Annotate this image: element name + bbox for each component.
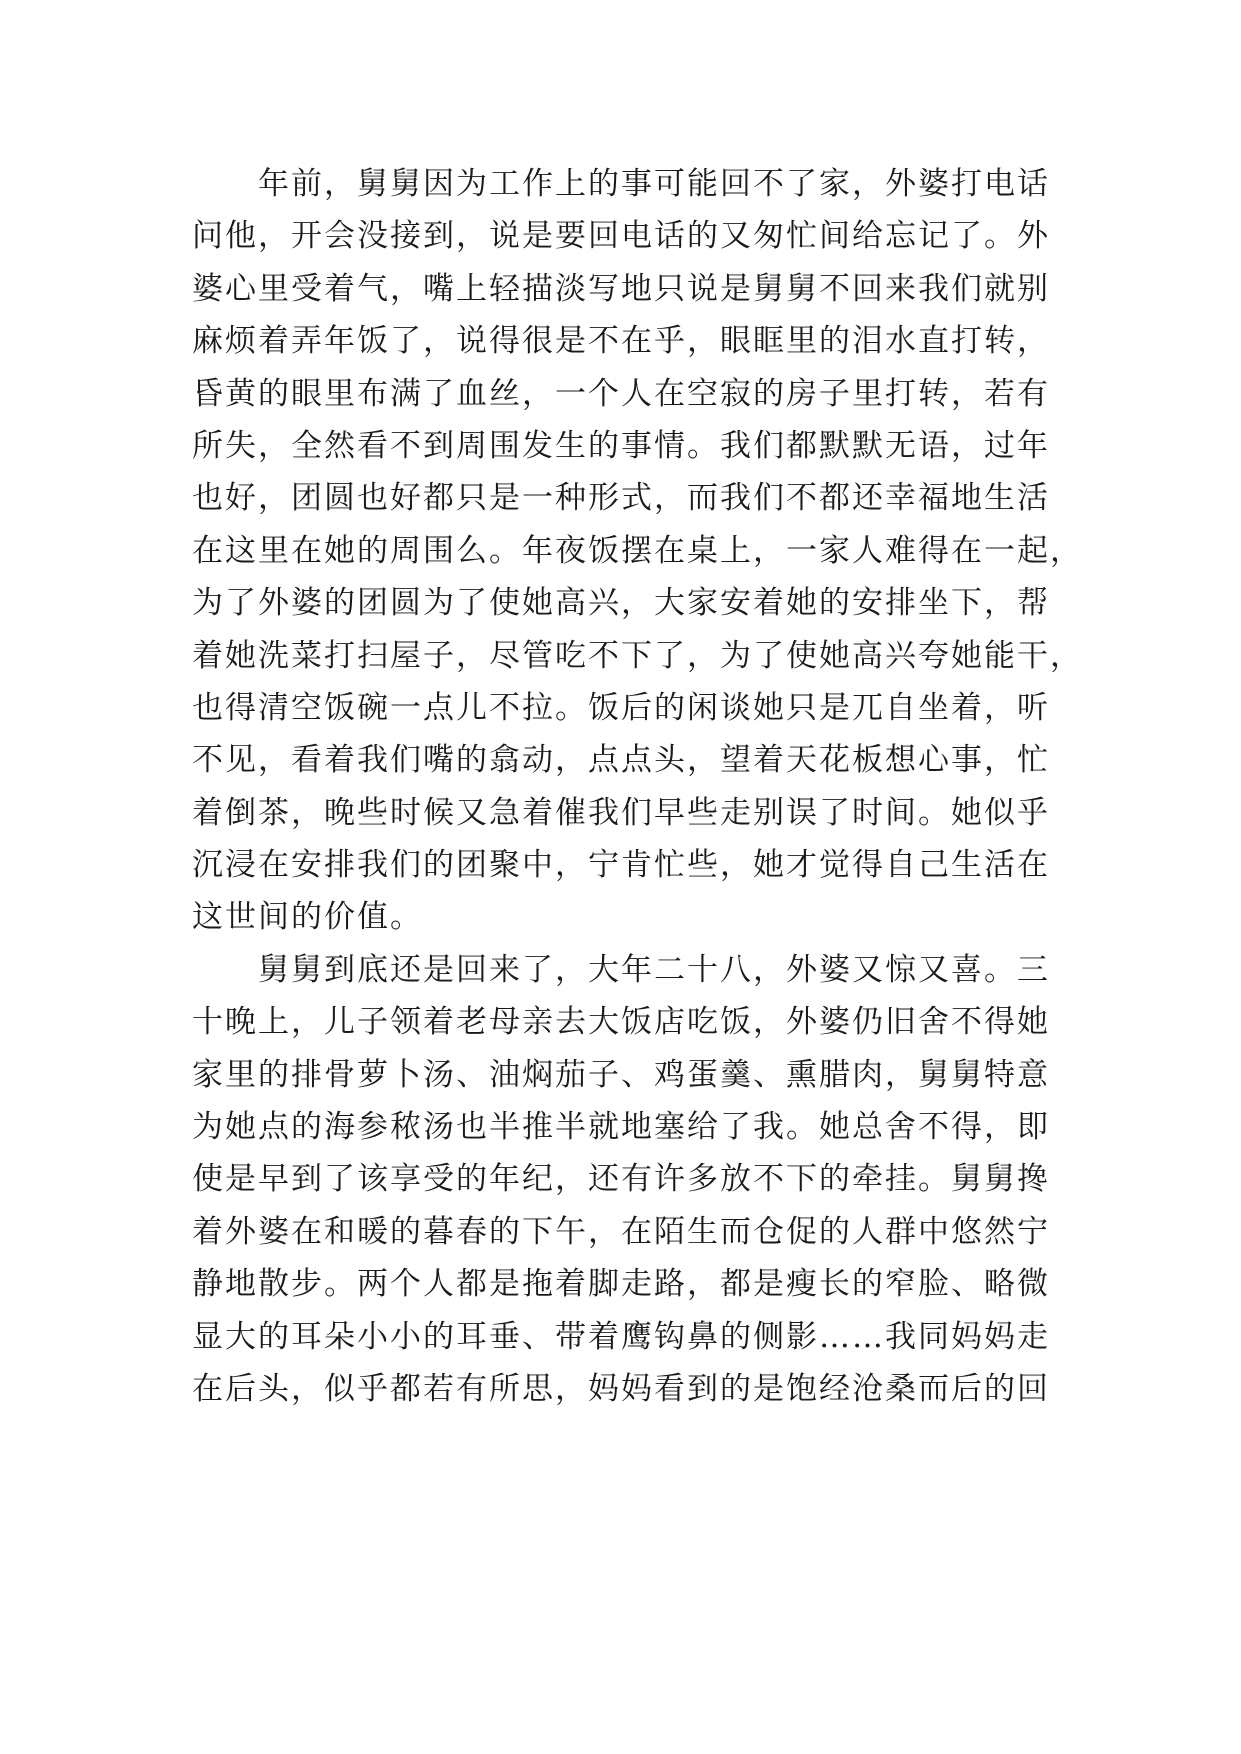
text-line: 静地散步。两个人都是拖着脚走路，都是瘦长的窄脸、略微 bbox=[192, 1266, 1050, 1303]
text-line: 为了外婆的团圆为了使她高兴，大家安着她的安排坐下，帮 bbox=[192, 585, 1050, 622]
text-line: 沉浸在安排我们的团聚中，宁肯忙些，她才觉得自己生活在 bbox=[192, 847, 1050, 884]
text-line: 舅舅到底还是回来了，大年二十八，外婆又惊又喜。三 bbox=[258, 951, 1050, 988]
text-line: 不见，看着我们嘴的翕动，点点头，望着天花板想心事，忙 bbox=[192, 742, 1050, 779]
text-line: 家里的排骨萝卜汤、油焖茄子、鸡蛋羹、熏腊肉，舅舅特意 bbox=[192, 1056, 1050, 1093]
text-line: 为她点的海参秾汤也半推半就地塞给了我。她总舍不得，即 bbox=[192, 1109, 1050, 1146]
text-line: 麻烦着弄年饭了，说得很是不在乎，眼眶里的泪水直打转， bbox=[192, 323, 1050, 360]
text-line: 着倒茶，晚些时候又急着催我们早些走别误了时间。她似乎 bbox=[192, 794, 1050, 831]
text-line: 这世间的价值。 bbox=[192, 899, 423, 936]
text-line: 也好，团圆也好都只是一种形式，而我们不都还幸福地生活 bbox=[192, 480, 1050, 517]
text-line: 问他，开会没接到，说是要回电话的又匆忙间给忘记了。外 bbox=[192, 218, 1050, 255]
text-line: 着外婆在和暖的暮春的下午，在陌生而仓促的人群中悠然宁 bbox=[192, 1213, 1050, 1250]
text-line: 着她洗菜打扫屋子，尽管吃不下了，为了使她高兴夸她能干， bbox=[192, 637, 1083, 674]
paragraph-2 bbox=[192, 944, 1058, 1416]
text-line: 在这里在她的周围么。年夜饭摆在桌上，一家人难得在一起， bbox=[192, 532, 1083, 569]
text-line: 昏黄的眼里布满了血丝，一个人在空寂的房子里打转，若有 bbox=[192, 375, 1050, 412]
text-line: 年前，舅舅因为工作上的事可能回不了家，外婆打电话 bbox=[258, 166, 1050, 202]
document-body bbox=[192, 158, 1083, 1415]
text-line: 也得清空饭碗一点儿不拉。饭后的闲谈她只是兀自坐着，听 bbox=[192, 689, 1050, 726]
text-line: 在后头，似乎都若有所思，妈妈看到的是饱经沧桑而后的回 bbox=[192, 1370, 1050, 1407]
text-line: 使是早到了该享受的年纪，还有许多放不下的牵挂。舅舅搀 bbox=[192, 1161, 1050, 1198]
text-line: 所失，全然看不到周围发生的事情。我们都默默无语，过年 bbox=[192, 427, 1050, 464]
paragraph-1 bbox=[192, 158, 1083, 944]
text-line: 婆心里受着气，嘴上轻描淡写地只说是舅舅不回来我们就别 bbox=[192, 270, 1050, 307]
text-line: 显大的耳朵小小的耳垂、带着鹰钩鼻的侧影……我同妈妈走 bbox=[192, 1318, 1050, 1355]
text-line: 十晚上，儿子领着老母亲去大饭店吃饭，外婆仍旧舍不得她 bbox=[192, 1004, 1050, 1041]
